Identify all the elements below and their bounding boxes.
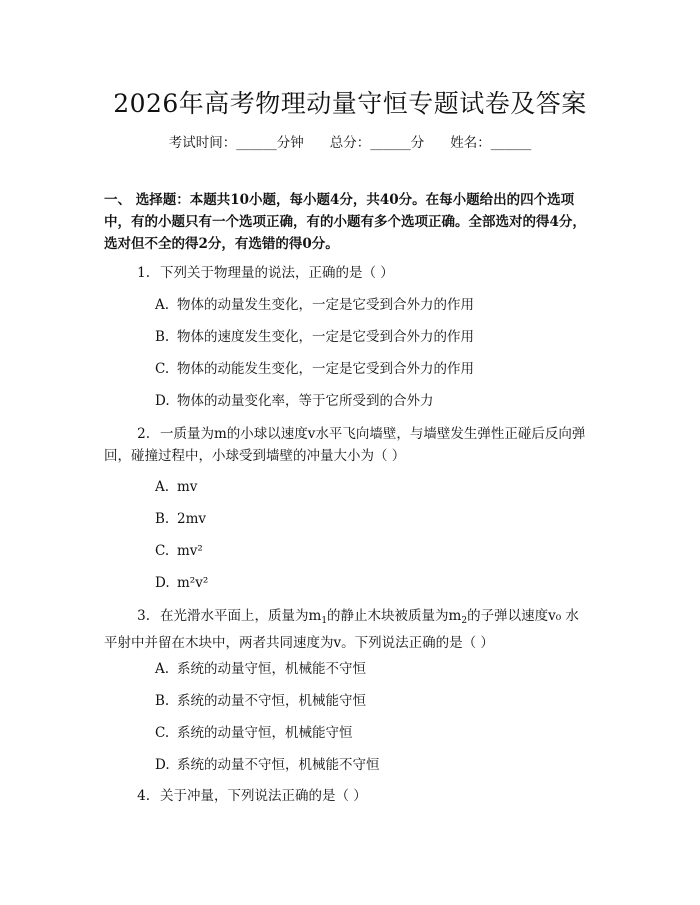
- question-3: 3. 在光滑水平面上，质量为$m_1$的静止木块被质量为$m_2$的子弹以速度v₀ 水 平射中并留在木块中，两者共同速度为v。下列说法正确的是（ ）: [104, 605, 594, 654]
- student-name: 姓名：______: [450, 135, 532, 151]
- question-2: [104, 423, 594, 467]
- question-stem: 下列关于物理量的说法，正确的是（ ）: [160, 265, 394, 281]
- question-stem: 关于冲量，下列说法正确的是（ ）: [160, 788, 367, 804]
- q1-option-a: A. 物体的动量发生变化，一定是它受到合外力的作用: [155, 297, 474, 313]
- q3-option-a: A. 系统的动量守恒，机械能不守恒: [155, 661, 366, 677]
- q3-option-c: C. 系统的动量守恒，机械能守恒: [155, 725, 353, 741]
- question-4: [104, 785, 594, 807]
- exam-score: 总分：______分: [329, 135, 425, 151]
- page-title: 2026年高考物理动量守恒专题试卷及答案: [113, 89, 587, 118]
- q2-option-a: A. mv: [155, 479, 198, 495]
- exam-info: [0, 131, 700, 151]
- question-number: 1.: [137, 265, 150, 281]
- section-heading: 一、 选择题：本题共10小题，每小题4分，共40分。在每小题给出的四个选项中，有的小题只有一个选项正确，有的小题有多个选项正确。全部选对的得4分，选对但不全的得2分，有选错的得0分。: [104, 192, 586, 252]
- q3-option-d: D. 系统的动量不守恒，机械能不守恒: [155, 757, 380, 773]
- q1-option-b: B. 物体的速度发生变化，一定是它受到合外力的作用: [155, 329, 474, 345]
- q2-option-b: B. 2mv: [155, 511, 207, 527]
- q2-option-c: C. mv²: [155, 543, 203, 559]
- q1-option-c: C. 物体的动能发生变化，一定是它受到合外力的作用: [155, 361, 474, 377]
- exam-time: 考试时间：______分钟: [168, 135, 304, 151]
- question-stem-line1: 一质量为m的小球以速度v水平飞向墙壁，与墙壁发生弹性正碰后反向弹: [160, 426, 586, 442]
- question-number: 4.: [137, 788, 150, 804]
- question-number: 3.: [137, 608, 150, 624]
- question-stem-line2: 回，碰撞过程中，小球受到墙壁的冲量大小为（ ）: [104, 448, 406, 464]
- q3-option-b: B. 系统的动量不守恒，机械能守恒: [155, 693, 366, 709]
- q1-option-d: D. 物体的动量变化率，等于它所受到的合外力: [155, 393, 434, 409]
- q2-option-d: D. m²v²: [155, 575, 209, 591]
- question-1: [104, 262, 594, 284]
- question-number: 2.: [137, 426, 150, 442]
- question-stem-line2: 平射中并留在木块中，两者共同速度为v。下列说法正确的是（ ）: [104, 635, 494, 651]
